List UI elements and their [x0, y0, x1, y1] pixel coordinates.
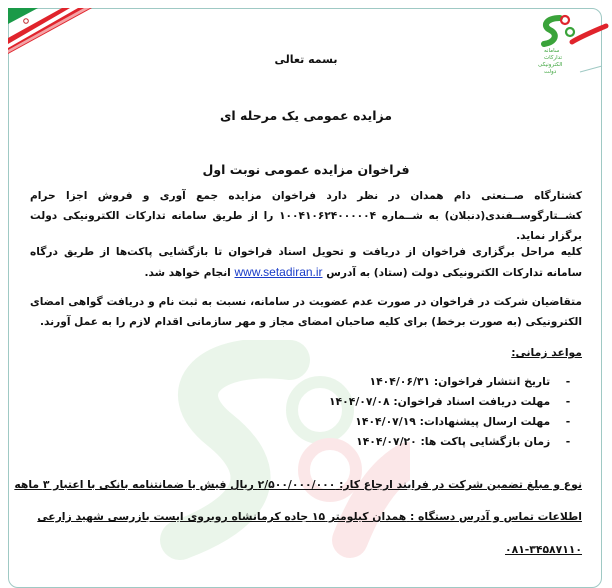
deadline-label: تاریخ انتشار فراخوان:	[433, 375, 551, 388]
process-paragraph	[30, 242, 582, 283]
setad-logo-icon	[532, 6, 610, 86]
deadline-value: ۱۴۰۴/۰۷/۱۹	[355, 415, 416, 428]
deadline-item	[329, 412, 582, 432]
bullet-dash: -	[565, 415, 571, 428]
page-subtitle: فراخوان مزایده عمومی نوبت اول	[202, 162, 410, 177]
deadline-item	[329, 392, 582, 412]
contact-phone: ۰۸۱-۳۴۵۸۷۱۱۰	[505, 543, 582, 556]
setadiran-link[interactable]: www.setadiran.ir	[234, 265, 323, 279]
guarantee-line	[14, 478, 582, 491]
intro-paragraph: کشتارگاه صــنعتی دام همدان در نظر دارد فراخوان مزایده جمع آوری و فروش اجزا حرام کشــتارگوســفندی(دنبلان) به شــماره ۱۰۰۴۱۰۶۲۴۰۰۰۰۰۴ را از طریق سامانه تدارکات الکترونیکی دولت برگزار نماید.	[30, 190, 583, 242]
deadline-label: مهلت دریافت اسناد فراخوان:	[393, 395, 551, 408]
logo-text-2: تدارکات	[544, 55, 563, 61]
contact-address: همدان کیلومتر ۱۵ جاده کرمانشاه روبروی ایست بازرسی شهید زارعی	[37, 510, 407, 523]
deadline-item	[329, 432, 582, 452]
bullet-dash: -	[565, 375, 571, 388]
deadline-label: زمان بازگشایی پاکت ها:	[420, 435, 551, 448]
deadline-value: ۱۴۰۴/۰۶/۳۱	[369, 375, 431, 388]
logo-text-3: الکترونیکی	[538, 62, 563, 68]
deadline-label: مهلت ارسال پیشنهادات:	[419, 415, 551, 428]
contact-label: اطلاعات تماس و آدرس دستگاه :	[409, 510, 582, 523]
guarantee-value: ۲/۵۰۰/۰۰۰/۰۰۰ ریال فیش یا ضمانتنامه بانکی با اعتبار ۳ ماهه	[14, 478, 336, 491]
page-title: مزایده عمومی یک مرحله ای	[219, 108, 393, 123]
logo-text-1: سامانه	[544, 48, 560, 54]
guarantee-label: نوع و مبلغ تضمین شرکت در فرایند ارجاع کار:	[339, 478, 582, 491]
applicants-paragraph: متقاضیان شرکت در فراخوان در صورت عدم عضویت در سامانه، نسبت به ثبت نام و دریافت گواهی امضای الکترونیکی (به صورت برخط) برای کلیه صاحبان امضای مجاز و مهر سازمانی اقدام لازم را به عمل آورند.	[30, 296, 582, 328]
deadline-value: ۱۴۰۴/۰۷/۲۰	[356, 435, 417, 448]
deadlines-heading: مواعد زمانی:	[511, 346, 582, 359]
invocation-heading: بسمه تعالی	[274, 53, 338, 66]
bullet-dash: -	[565, 435, 571, 448]
process-text: کلیه مراحل برگزاری فراخوان از دریافت و تحویل اسناد فراخوان تا بازگشایی پاکت‌ها از طریق درگاه سامانه تدارکات الکترونیکی دولت (ستاد) به آدرس	[30, 246, 582, 279]
bullet-dash: -	[565, 395, 571, 408]
process-text-end: انجام خواهد شد.	[144, 267, 231, 279]
contact-line	[37, 510, 582, 523]
logo-text-4: دولت	[544, 69, 557, 75]
deadlines-list	[329, 372, 582, 452]
deadline-item	[329, 372, 582, 392]
deadline-value: ۱۴۰۴/۰۷/۰۸	[328, 395, 390, 408]
iran-flag-ribbon-icon	[0, 0, 100, 60]
